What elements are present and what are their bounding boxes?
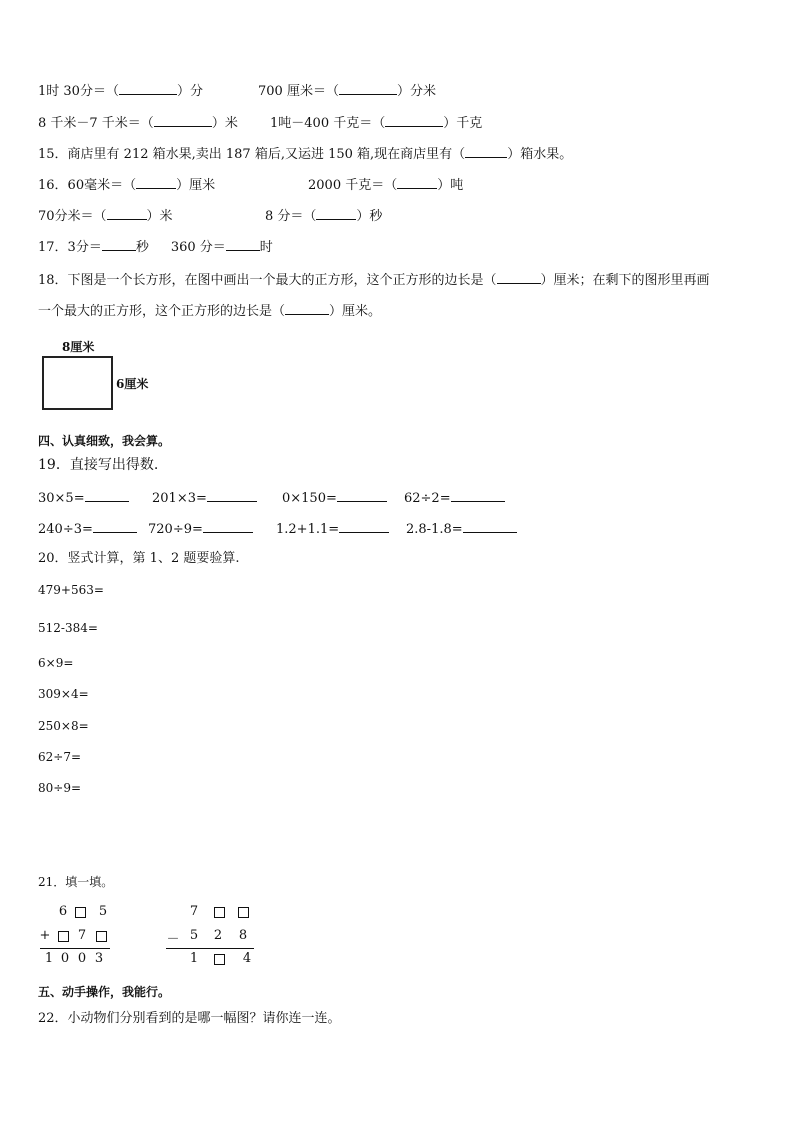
- conversion-row-1: [38, 82, 203, 101]
- question-16-row-2-b: [265, 207, 382, 226]
- question-18-line-1: [38, 271, 710, 290]
- q19-item: 1.2+1.1=: [276, 522, 340, 537]
- conv-text: ）分: [176, 84, 203, 99]
- q18-text: ）厘米。: [329, 304, 382, 319]
- answer-blank[interactable]: [203, 520, 253, 533]
- question-16-row-1: [38, 176, 215, 195]
- answer-blank[interactable]: [316, 207, 356, 220]
- q19-item: 720÷9=: [148, 522, 203, 537]
- digit: 6: [58, 904, 68, 919]
- answer-blank[interactable]: [337, 489, 387, 502]
- answer-blank[interactable]: [339, 520, 389, 533]
- q20-item-6: 62÷7=: [38, 750, 82, 764]
- digit: 5: [189, 928, 199, 943]
- digit-box[interactable]: [238, 907, 249, 918]
- answer-blank[interactable]: [119, 82, 177, 95]
- digit: 8: [238, 928, 248, 943]
- q16-text: 2000 千克＝（: [308, 178, 398, 193]
- conv-text: ）分米: [396, 84, 436, 99]
- rectangle-figure: [42, 356, 113, 410]
- conv-text: 700 厘米＝（: [258, 84, 339, 99]
- plus-sign: +: [39, 928, 51, 943]
- q17-text: 秒: [135, 240, 149, 255]
- q19-item: 30×5=: [38, 491, 85, 506]
- q17-text: 17．3分＝: [38, 240, 102, 255]
- question-16-row-1-b: [308, 176, 463, 195]
- answer-blank[interactable]: [85, 489, 129, 502]
- conversion-row-2: [38, 114, 238, 133]
- question-19-title: 19．直接写出得数.: [38, 457, 159, 473]
- q19-item: 2.8-1.8=: [406, 522, 463, 537]
- digit-box[interactable]: [214, 954, 225, 965]
- answer-blank[interactable]: [226, 238, 260, 251]
- digit-box[interactable]: [96, 931, 107, 942]
- q20-item-5: 250×8=: [38, 719, 89, 733]
- answer-blank[interactable]: [136, 176, 176, 189]
- conv-text: 8 千米－7 千米＝（: [38, 116, 154, 131]
- answer-blank[interactable]: [107, 207, 147, 220]
- conv-text: ）千克: [443, 116, 483, 131]
- q19-item: 62÷2=: [404, 491, 451, 506]
- question-16-row-2: [38, 207, 173, 226]
- q19-item: 0×150=: [282, 491, 337, 506]
- digit-box[interactable]: [58, 931, 69, 942]
- q19-item: 240÷3=: [38, 522, 93, 537]
- question-17: [38, 238, 273, 257]
- q19-item: 201×3=: [152, 491, 207, 506]
- q16-text: ）秒: [356, 209, 383, 224]
- answer-blank[interactable]: [465, 145, 507, 158]
- question-18-line-2: [38, 302, 381, 321]
- rect-width-label: 8厘米: [62, 340, 95, 354]
- question-22-title: 22．小动物们分别看到的是哪一幅图？请你连一连。: [38, 1011, 341, 1026]
- answer-blank[interactable]: [497, 271, 541, 284]
- sum-line: [40, 948, 110, 949]
- q18-text: 一个最大的正方形，这个正方形的边长是（: [38, 304, 286, 319]
- q15-text: ）箱水果。: [507, 147, 573, 162]
- q17-text: 时: [259, 240, 273, 255]
- section-4-title: 四、认真细致，我会算。: [38, 434, 171, 448]
- digit: 7: [77, 928, 87, 943]
- q18-text: 18．下图是一个长方形，在图中画出一个最大的正方形，这个正方形的边长是（: [38, 273, 497, 288]
- digit: 1: [44, 951, 54, 966]
- answer-blank[interactable]: [451, 489, 505, 502]
- q16-text: 8 分＝（: [265, 209, 317, 224]
- conv-text: 1时 30分＝（: [38, 84, 119, 99]
- q16-text: 16．60毫米＝（: [38, 178, 137, 193]
- digit: 7: [189, 904, 199, 919]
- digit-box[interactable]: [214, 907, 225, 918]
- digit: 0: [60, 951, 70, 966]
- digit-box[interactable]: [75, 907, 86, 918]
- digit: 2: [213, 928, 223, 943]
- q16-text: ）吨: [437, 178, 464, 193]
- section-5-title: 五、动手操作，我能行。: [38, 985, 171, 999]
- minus-sign: －: [166, 932, 180, 947]
- answer-blank[interactable]: [285, 302, 329, 315]
- q16-text: ）米: [146, 209, 173, 224]
- q20-item-2: 512-384=: [38, 621, 98, 635]
- answer-blank[interactable]: [463, 520, 517, 533]
- conversion-row-2-b: [270, 114, 482, 133]
- q18-text: ）厘米；在剩下的图形里再画: [540, 273, 710, 288]
- q20-item-1: 479+563=: [38, 583, 104, 597]
- answer-blank[interactable]: [102, 238, 136, 251]
- digit: 3: [94, 951, 104, 966]
- digit: 5: [98, 904, 108, 919]
- q16-text: 70分米＝（: [38, 209, 107, 224]
- question-20-title: 20．竖式计算，第 1、2 题要验算.: [38, 551, 240, 566]
- q20-item-7: 80÷9=: [38, 781, 82, 795]
- difference-line: [166, 948, 254, 949]
- conversion-row-1-b: [258, 82, 436, 101]
- answer-blank[interactable]: [207, 489, 257, 502]
- q15-text: 15．商店里有 212 箱水果,卖出 187 箱后,又运进 150 箱,现在商店里有（: [38, 147, 466, 162]
- answer-blank[interactable]: [385, 114, 443, 127]
- answer-blank[interactable]: [397, 176, 437, 189]
- q17-text: 360 分＝: [170, 240, 226, 255]
- digit: 4: [242, 951, 252, 966]
- conv-text: ）米: [211, 116, 238, 131]
- conv-text: 1吨－400 千克＝（: [270, 116, 386, 131]
- q20-item-4: 309×4=: [38, 687, 89, 701]
- answer-blank[interactable]: [93, 520, 137, 533]
- q20-item-3: 6×9=: [38, 656, 74, 670]
- answer-blank[interactable]: [339, 82, 397, 95]
- question-15: [38, 145, 572, 164]
- digit: 0: [77, 951, 87, 966]
- question-21-title: 21．填一填。: [38, 875, 114, 889]
- digit: 1: [189, 951, 199, 966]
- rect-height-label: 6厘米: [116, 377, 149, 391]
- answer-blank[interactable]: [154, 114, 212, 127]
- q16-text: ）厘米: [176, 178, 216, 193]
